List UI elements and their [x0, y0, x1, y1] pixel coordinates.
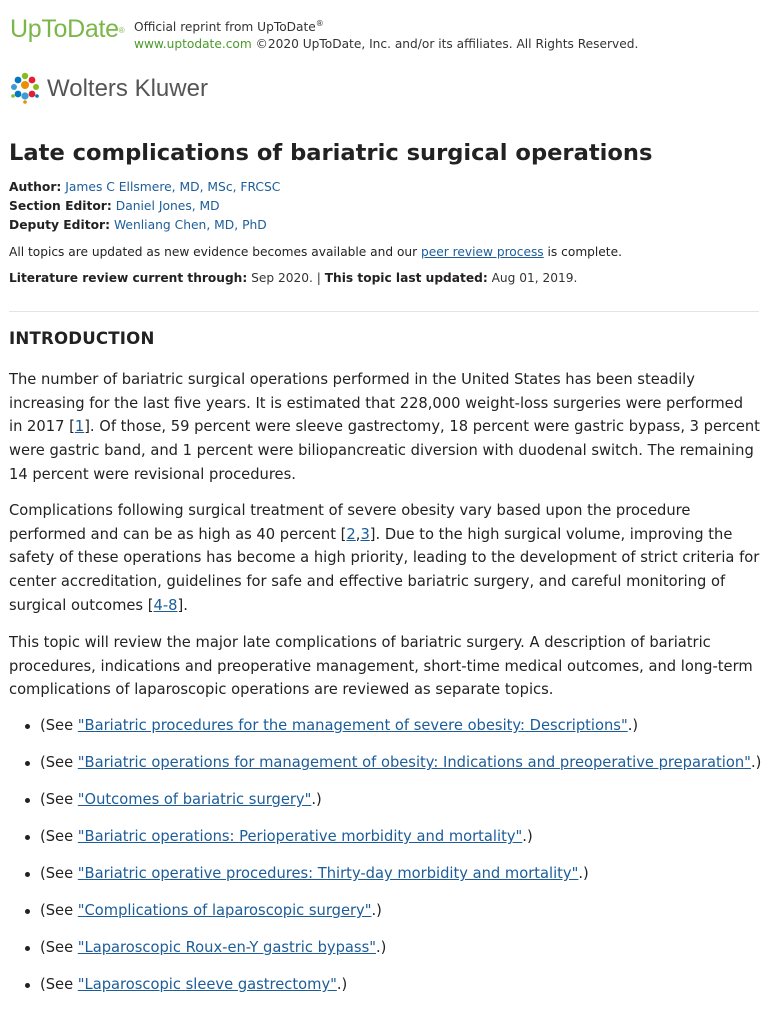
see-also-item — [22, 899, 762, 936]
section-editor-link[interactable]: Daniel Jones, MD — [115, 199, 220, 213]
reference-link-3[interactable]: 3 — [360, 525, 370, 543]
update-note — [9, 243, 622, 261]
uptodate-logo-text: UpToDate — [10, 15, 119, 43]
wolters-kluwer-logo-icon — [9, 72, 41, 104]
see-also-item — [22, 788, 762, 825]
see-suffix: .) — [750, 754, 762, 771]
section-divider — [9, 311, 759, 312]
update-note-pre: All topics are updated as new evidence becomes available and our — [9, 245, 422, 259]
see-also-list — [22, 714, 762, 1010]
see-suffix: .) — [311, 791, 322, 808]
logo-dot — [21, 92, 28, 99]
see-also-topic-link[interactable]: "Bariatric operative procedures: Thirty-day morbidity and mortality" — [77, 865, 579, 882]
logo-dot — [33, 84, 39, 90]
logo-dot — [11, 84, 17, 90]
last-updated-label: This topic last updated: — [324, 271, 488, 285]
see-also-topic-link[interactable]: "Bariatric procedures for the management of severe obesity: Descriptions" — [77, 717, 628, 734]
logo-dot — [11, 94, 15, 98]
update-note-post: is complete. — [543, 245, 622, 259]
review-dates — [9, 269, 577, 287]
p1-text-b: ]. Of those, 59 percent were sleeve gastrectomy, 18 percent were gastric bypass, 3 percent were gastric band, and 1 percent were biliopancreatic diversion with duodenal switch. The remaining 14 percent were revisional procedures. — [9, 418, 760, 483]
see-prefix: (See — [40, 754, 78, 771]
see-also-item — [22, 862, 762, 899]
p2-ref-separator: , — [355, 525, 361, 543]
reference-link-4-8[interactable]: 4-8 — [153, 596, 178, 614]
lit-review-value: Sep 2020. | — [247, 271, 325, 285]
publisher-name: Wolters Kluwer — [47, 75, 208, 102]
see-suffix: .) — [627, 717, 639, 734]
section-editor-label: Section Editor: — [9, 199, 112, 213]
reference-link-2[interactable]: 2 — [346, 525, 356, 543]
see-prefix: (See — [40, 976, 78, 993]
see-also-topic-link[interactable]: "Laparoscopic sleeve gastrectomy" — [77, 976, 337, 993]
deputy-editor-link[interactable]: Wenliang Chen, MD, PhD — [113, 218, 267, 232]
see-suffix: .) — [376, 939, 387, 956]
last-updated-value: Aug 01, 2019. — [487, 271, 578, 285]
logo-dot — [22, 73, 28, 79]
see-prefix: (See — [40, 828, 78, 845]
intro-paragraph-1 — [9, 368, 761, 487]
see-also-topic-link[interactable]: "Complications of laparoscopic surgery" — [77, 902, 372, 919]
peer-review-process-link[interactable]: peer review process — [421, 245, 544, 259]
intro-paragraph-2 — [9, 499, 761, 618]
see-prefix: (See — [40, 791, 78, 808]
article-title: Late complications of bariatric surgical operations — [9, 140, 653, 166]
p2-text-b: ]. Due to the high surgical volume, improving the safety of these operations has become a high priority, leading to the development of strict criteria for center accreditation, guidelines for safe and effective bariatric surgery, and careful monitoring of surgical outcomes [ — [9, 525, 760, 614]
logo-dot — [35, 94, 39, 98]
lit-review-label: Literature review current through: — [9, 271, 248, 285]
see-also-item — [22, 973, 762, 1010]
reprint-header — [10, 14, 758, 50]
logo-dot — [23, 100, 27, 104]
uptodate-url-link[interactable]: www.uptodate.com — [134, 37, 252, 52]
p1-text-a: The number of bariatric surgical operations performed in the United States has been steadily increasing for the last five years. It is estimated that 228,000 weight-loss surgeries were performed in 2017 [ — [9, 371, 744, 436]
see-prefix: (See — [40, 865, 78, 882]
see-suffix: .) — [578, 865, 589, 882]
intro-paragraph-3: This topic will review the major late complications of bariatric surgery. A description of bariatric procedures, indications and preoperative management, short-time medical outcomes, and long-term complications of laparoscopic operations are reviewed as separate topics. — [9, 634, 753, 699]
see-prefix: (See — [40, 939, 78, 956]
uptodate-logo[interactable] — [10, 14, 124, 44]
p2-text-a: Complications following surgical treatment of severe obesity vary based upon the procedure performed and can be as high as 40 percent [ — [9, 502, 691, 543]
see-suffix: .) — [522, 828, 533, 845]
article-credits — [9, 178, 280, 235]
uptodate-logo-mark: ® — [118, 26, 125, 35]
author-link[interactable]: James C Ellsmere, MD, MSc, FRCSC — [65, 180, 281, 194]
see-suffix: .) — [336, 976, 348, 993]
author-label: Author: — [9, 180, 62, 194]
logo-dot — [29, 91, 36, 98]
see-also-topic-link[interactable]: "Bariatric operations for management of obesity: Indications and preoperative preparation" — [77, 754, 751, 771]
see-also-topic-link[interactable]: "Outcomes of bariatric surgery" — [77, 791, 312, 808]
reprint-notice — [134, 15, 638, 53]
reprint-mark: ® — [315, 19, 324, 28]
logo-dot — [15, 91, 22, 98]
deputy-editor-label: Deputy Editor: — [9, 218, 111, 232]
see-also-item — [22, 751, 762, 788]
p2-text-c: ]. — [177, 596, 188, 614]
see-also-item — [22, 714, 762, 751]
introduction-heading: INTRODUCTION — [9, 329, 155, 348]
logo-dot — [15, 77, 22, 84]
copyright-text: ©2020 UpToDate, Inc. and/or its affiliates. All Rights Reserved. — [255, 37, 639, 52]
logo-dot — [29, 77, 36, 84]
see-prefix: (See — [40, 902, 78, 919]
see-suffix: .) — [371, 902, 382, 919]
see-also-item — [22, 825, 762, 862]
see-prefix: (See — [40, 717, 78, 734]
see-also-item — [22, 936, 762, 973]
reprint-line: Official reprint from UpToDate — [134, 20, 316, 35]
logo-dot — [21, 81, 29, 89]
reference-link-1[interactable]: 1 — [74, 418, 85, 436]
see-also-topic-link[interactable]: "Laparoscopic Roux-en-Y gastric bypass" — [77, 939, 376, 956]
see-also-topic-link[interactable]: "Bariatric operations: Perioperative morbidity and mortality" — [77, 828, 523, 845]
